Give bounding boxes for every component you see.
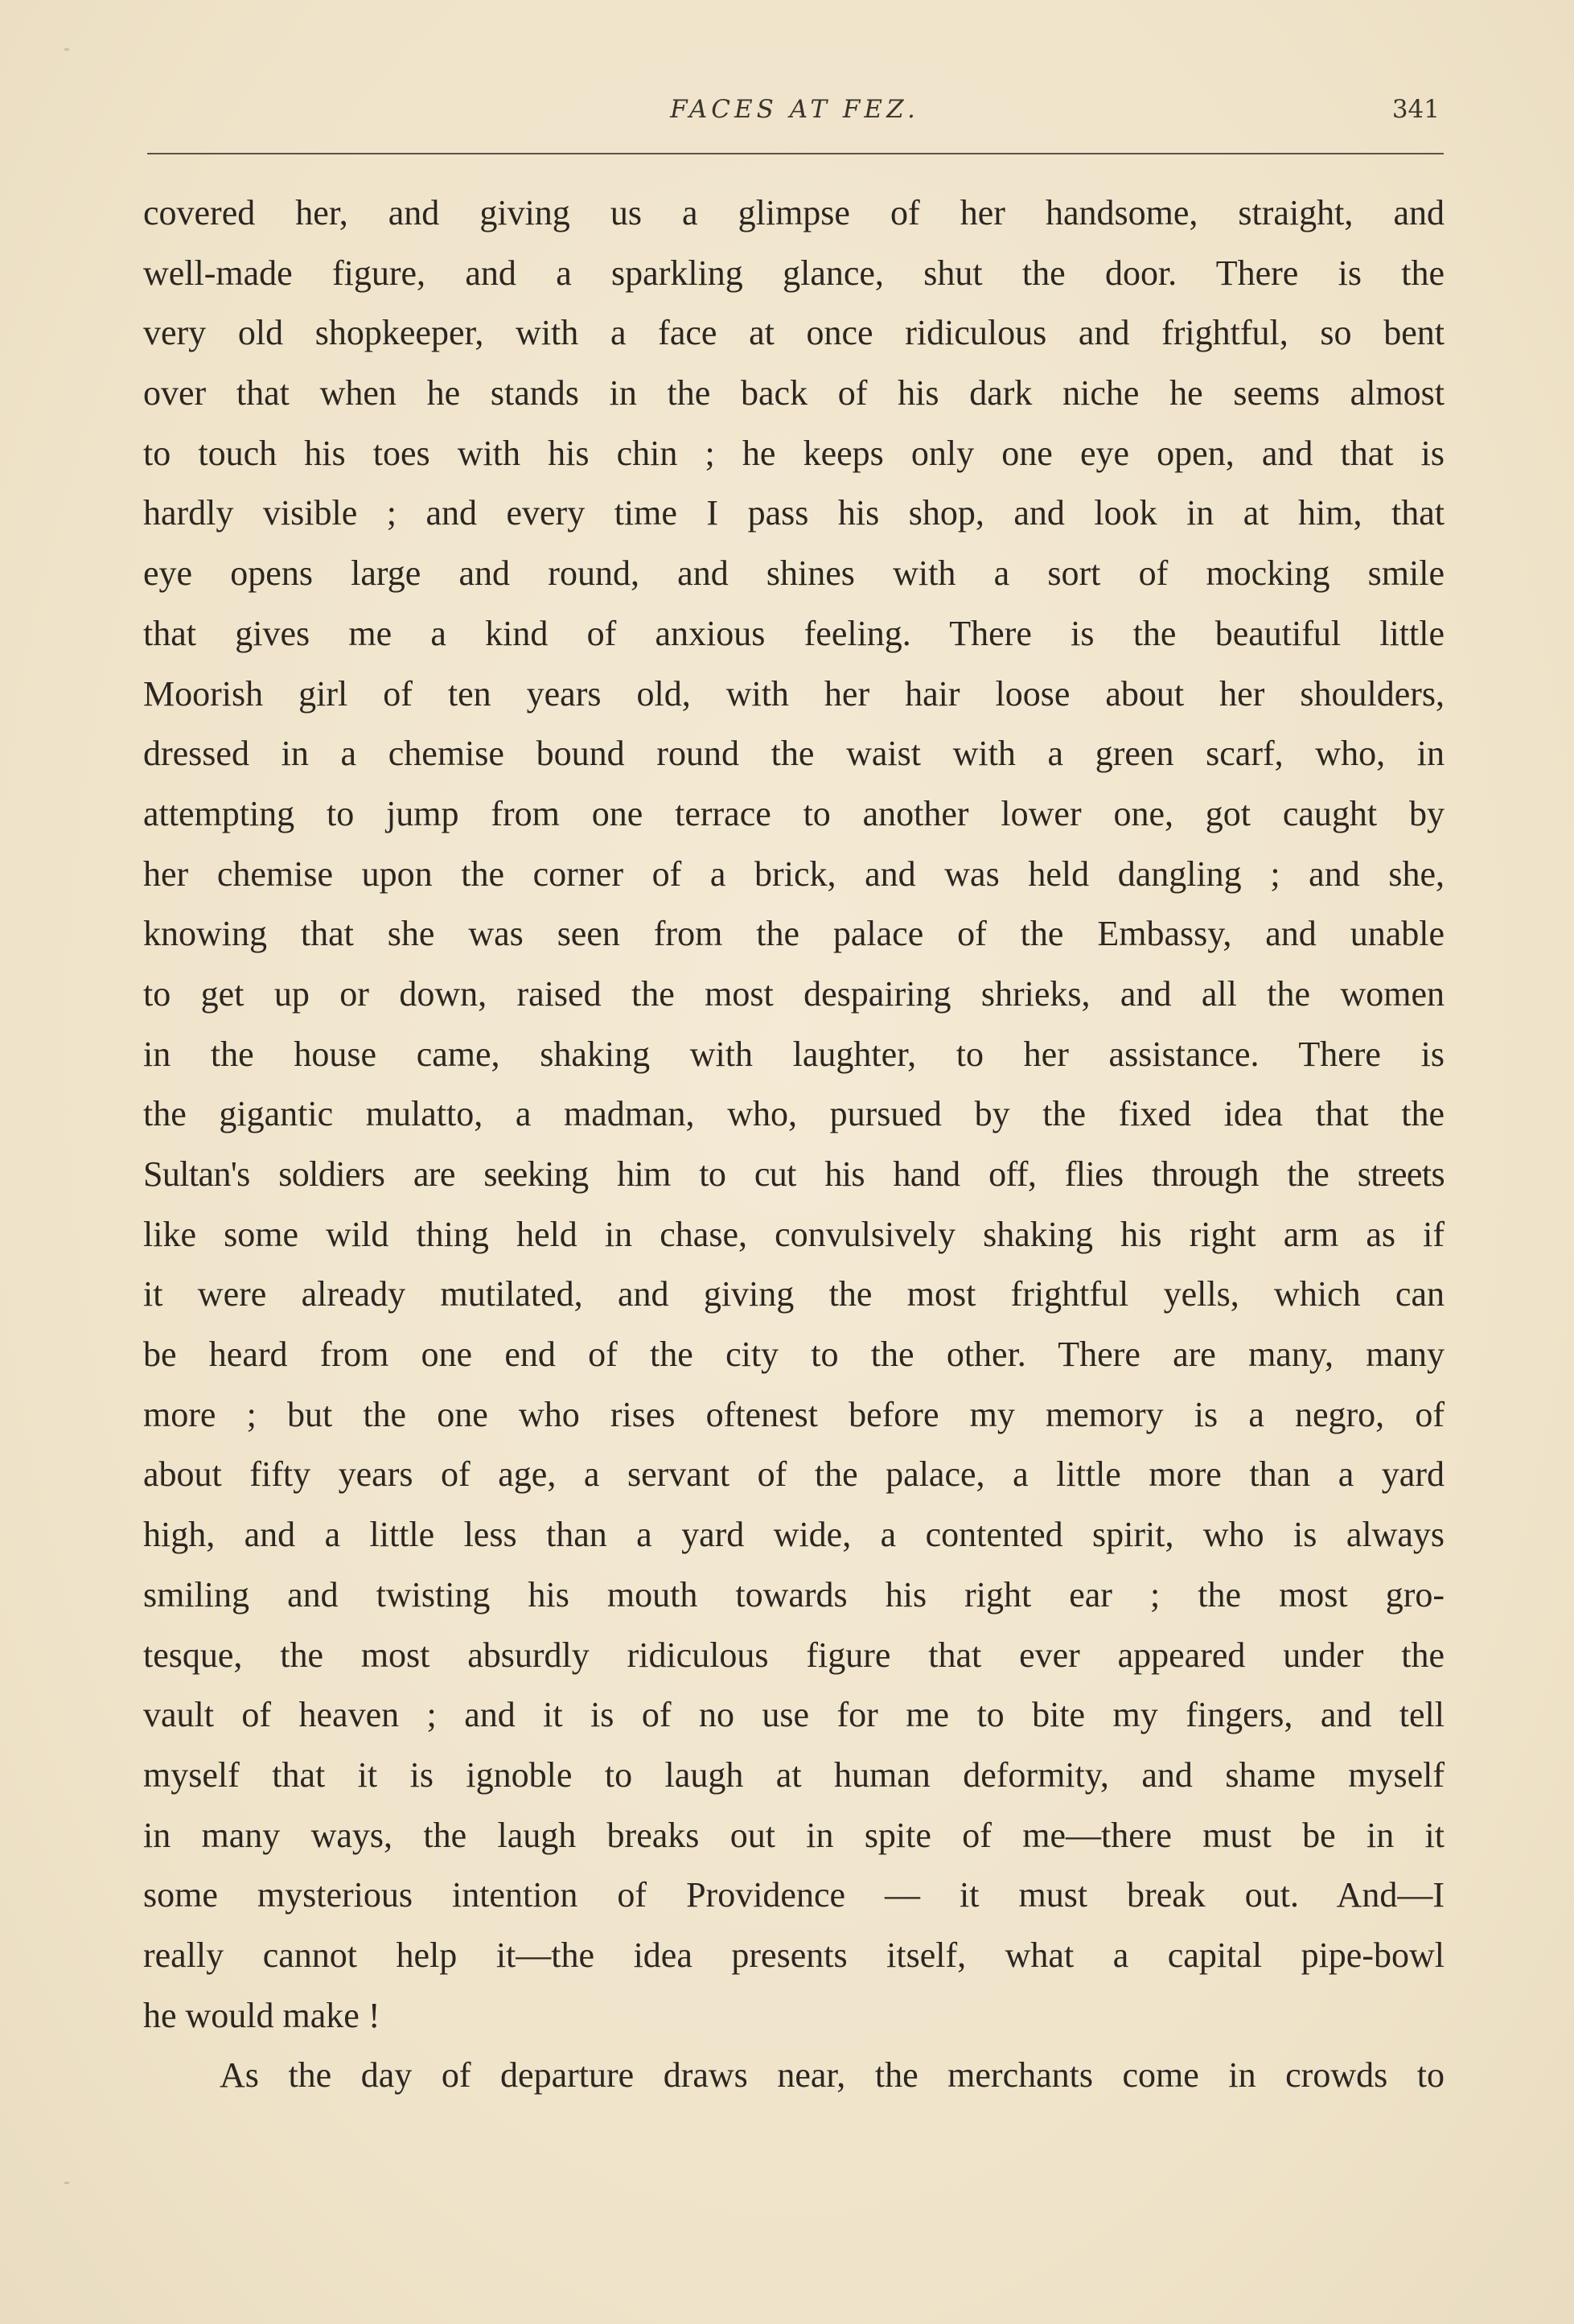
- text-line: that gives me a kind of anxious feeling. There is the beautiful little: [143, 613, 1445, 653]
- text-line: to touch his toes with his chin ; he keeps only one eye open, and that is: [143, 433, 1445, 473]
- text-line: hardly visible ; and every time I pass his shop, and look in at him, that: [143, 493, 1445, 533]
- text-line: Moorish girl of ten years old, with her hair loose about her shoulders,: [143, 673, 1445, 714]
- text-line: eye opens large and round, and shines with a sort of mocking smile: [143, 553, 1445, 594]
- text-line: over that when he stands in the back of his dark niche he seems almost: [143, 373, 1445, 413]
- scan-mark: [64, 48, 69, 51]
- text-line: tesque, the most absurdly ridiculous figure that ever appeared under the: [143, 1635, 1445, 1675]
- text-line: like some wild thing held in chase, convulsively shaking his right arm as if: [143, 1214, 1445, 1254]
- text-line: more ; but the one who rises oftenest before my memory is a negro, of: [143, 1394, 1445, 1434]
- text-line: in the house came, shaking with laughter, to her assistance. There is: [143, 1034, 1445, 1074]
- text-line: it were already mutilated, and giving the most frightful yells, which can: [143, 1274, 1445, 1314]
- text-line: be heard from one end of the city to the other. There are many, many: [143, 1335, 1445, 1375]
- scan-mark: [64, 2182, 69, 2184]
- running-title: FACES AT FEZ.: [670, 95, 919, 124]
- text-line: covered her, and giving us a glimpse of her handsome, straight, and: [143, 193, 1445, 232]
- text-line: very old shopkeeper, with a face at once ridiculous and frightful, so bent: [143, 313, 1445, 353]
- text-line: high, and a little less than a yard wide, a contented spirit, who is always: [143, 1515, 1445, 1555]
- body-text: [143, 183, 1445, 2106]
- text-line: dressed in a chemise bound round the waist with a green scarf, who, in: [143, 734, 1445, 774]
- page-header: [143, 95, 1446, 143]
- text-line: really cannot help it—the idea presents itself, what a capital pipe-bowl: [143, 1935, 1445, 1975]
- text-line: Sultan's soldiers are seeking him to cut his hand off, flies through the streets: [143, 1154, 1445, 1194]
- page-number: 341: [1391, 95, 1440, 124]
- paragraph-start-line: As the day of departure draws near, the merchants come in crowds to: [220, 2055, 1445, 2096]
- text-line: smiling and twisting his mouth towards his right ear ; the most gro-: [143, 1574, 1445, 1614]
- paragraph-end-line: he would make !: [143, 1995, 380, 2035]
- text-line: her chemise upon the corner of a brick, and was held dangling ; and she,: [143, 854, 1445, 894]
- text-line: some mysterious intention of Providence — it must break out. And—I: [143, 1875, 1445, 1915]
- text-line: about fifty years of age, a servant of the palace, a little more than a yard: [143, 1454, 1445, 1495]
- text-line: attempting to jump from one terrace to another lower one, got caught by: [143, 793, 1445, 833]
- text-line: to get up or down, raised the most despairing shrieks, and all the women: [143, 973, 1445, 1014]
- text-line: knowing that she was seen from the palace of the Embassy, and unable: [143, 914, 1445, 954]
- text-line: well-made figure, and a sparkling glance, shut the door. There is the: [143, 253, 1445, 293]
- header-rule: [147, 153, 1444, 154]
- text-line: in many ways, the laugh breaks out in spite of me—there must be in it: [143, 1815, 1445, 1855]
- text-line: myself that it is ignoble to laugh at human deformity, and shame myself: [143, 1754, 1445, 1795]
- text-line: the gigantic mulatto, a madman, who, pursued by the fixed idea that the: [143, 1094, 1445, 1134]
- text-line: vault of heaven ; and it is of no use for me to bite my fingers, and tell: [143, 1695, 1445, 1735]
